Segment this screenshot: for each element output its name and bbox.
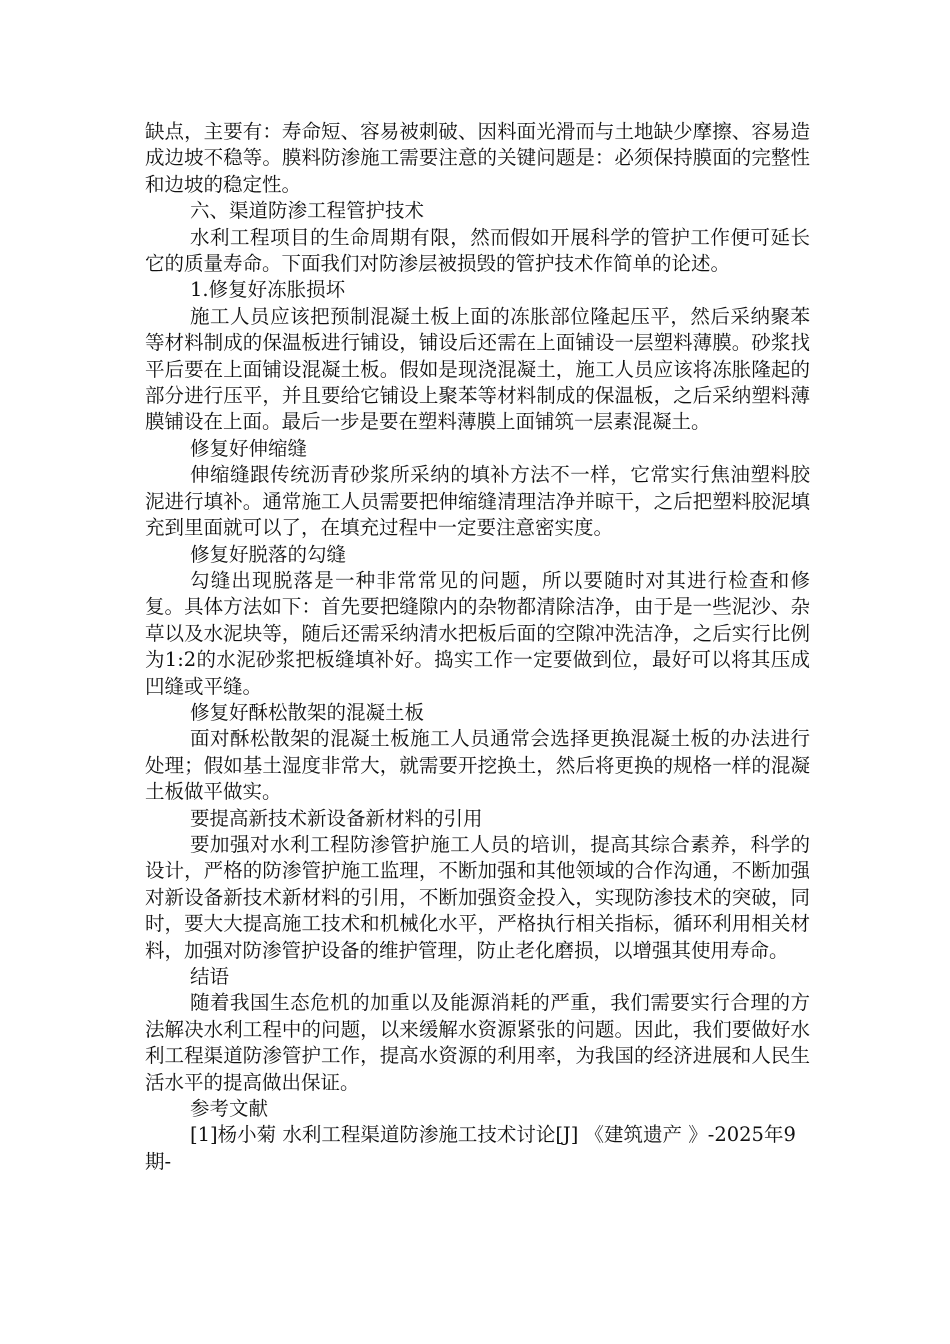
reference-entry: [1]杨小菊 水利工程渠道防渗施工技术讨论[J] 《建筑遗产 》-2025年9期- <box>145 1123 796 1173</box>
subsection-heading: 要提高新技术新设备新材料的引用 <box>190 806 483 830</box>
section-heading: 六、渠道防渗工程管护技术 <box>190 199 425 223</box>
subsection-heading: 修复好伸缩缝 <box>190 436 308 460</box>
conclusion-heading: 结语 <box>190 965 230 988</box>
body-paragraph: 缺点，主要有：寿命短、容易被刺破、因料面光滑而与土地缺少摩擦、容易造成边坡不稳等。膜料防渗施工需要注意的关键问题是：必须保持膜面的完整性和边坡的稳定性。 <box>145 120 810 196</box>
body-paragraph: 伸缩缝跟传统沥青砂浆所采纳的填补方法不一样，它常实行焦油塑料胶泥进行填补。通常施工人员需要把伸缩缝清理洁净并晾干，之后把塑料胶泥填充到里面就可以了，在填充过程中一定要注意密实度。 <box>145 463 810 540</box>
body-paragraph: 水利工程项目的生命周期有限，然而假如开展科学的管护工作便可延长它的质量寿命。下面我们对防渗层被损毁的管护技术作简单的论述。 <box>145 225 810 276</box>
subsection-heading: 修复好酥松散架的混凝土板 <box>190 700 425 724</box>
references-heading: 参考文献 <box>190 1097 269 1121</box>
body-paragraph: 随着我国生态危机的加重以及能源消耗的严重，我们需要实行合理的方法解决水利工程中的问题，以来缓解水资源紧张的问题。因此，我们要做好水利工程渠道防渗管护工作，提高水资源的利用率，为我国的经济进展和人民生活水平的提高做出保证。 <box>145 991 810 1094</box>
body-paragraph: 要加强对水利工程防渗管护施工人员的培训，提高其综合素养，科学的设计，严格的防渗管护施工监理，不断加强和其他领域的合作沟通，不断加强对新设备新技术新材料的引用，不断加强资金投入，实现防渗技术的突破，同时，要大大提高施工技术和机械化水平，严格执行相关指标，循环利用相关材料，加强对防渗管护设备的维护管理，防止老化磨损，以增强其使用寿命。 <box>145 832 810 962</box>
body-paragraph: 施工人员应该把预制混凝土板上面的冻胀部位隆起压平，然后采纳聚苯等材料制成的保温板进行铺设，铺设后还需在上面铺设一层塑料薄膜。砂浆找平后要在上面铺设混凝土板。假如是现浇混凝土，施工人员应该将冻胀隆起的部分进行压平，并且要给它铺设上聚苯等材料制成的保温板，之后采纳塑料薄膜铺设在上面。最后一步是要在塑料薄膜上面铺筑一层素混凝土。 <box>145 304 810 434</box>
body-paragraph: 勾缝出现脱落是一种非常常见的问题，所以要随时对其进行检查和修复。具体方法如下：首先要把缝隙内的杂物都清除洁净，由于是一些泥沙、杂草以及水泥块等，随后还需采纳清水把板后面的空隙冲洗洁净，之后实行比例为1:2的水泥砂浆把板缝填补好。捣实工作一定要做到位，最好可以将其压成凹缝或平缝。 <box>145 568 810 698</box>
document-body <box>145 119 810 1175</box>
subsection-heading: 修复好脱落的勾缝 <box>190 542 347 566</box>
subsection-heading: 1.修复好冻胀损坏 <box>190 278 346 302</box>
body-paragraph: 面对酥松散架的混凝土板施工人员通常会选择更换混凝土板的办法进行处理；假如基土湿度非常大，就需要开挖换土，然后将更换的规格一样的混凝土板做平做实。 <box>145 727 810 804</box>
